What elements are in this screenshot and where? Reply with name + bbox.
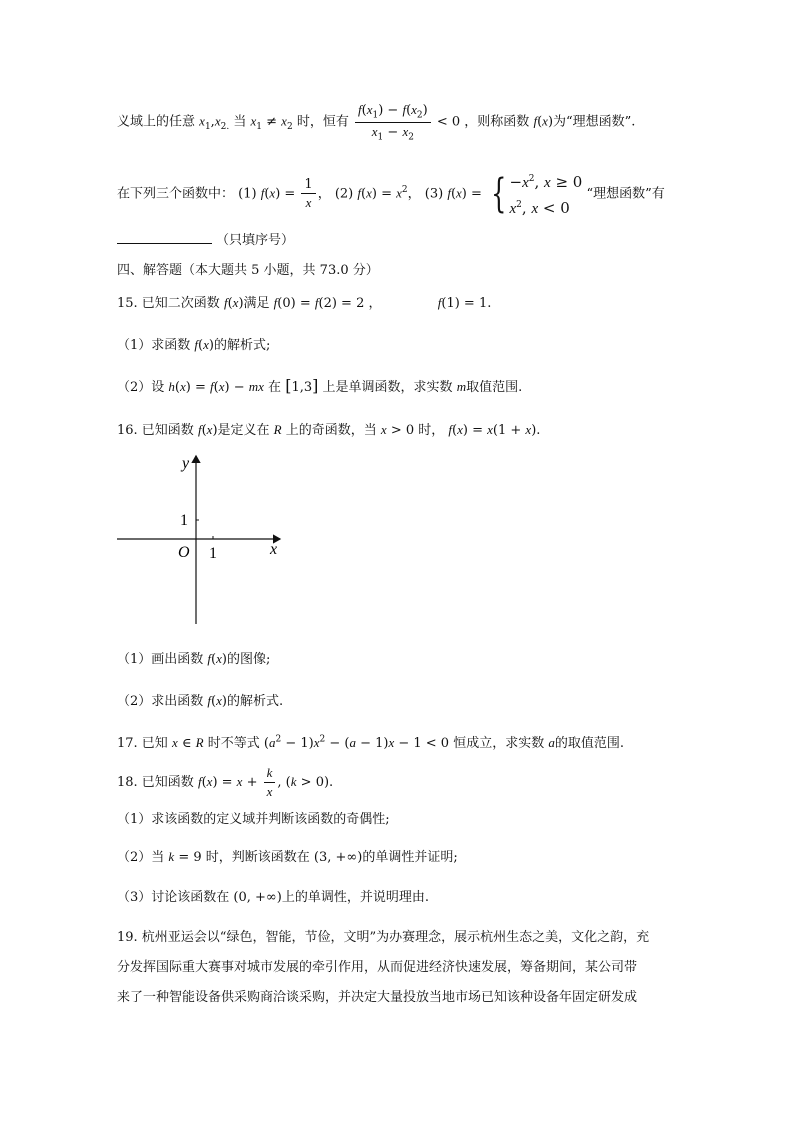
q16-part-2: （2）求出函数 f(x)的解析式. <box>117 693 284 709</box>
x-axis-label: x <box>270 541 278 558</box>
section-heading: 四、解答题（本大题共 5 小题，共 73.0 分） <box>117 263 379 278</box>
y-tick-label: 1 <box>180 512 188 529</box>
answer-blank[interactable] <box>117 243 212 244</box>
q19-line-2: 分发挥国际重大赛事对城市发展的牵引作用，从而促进经济快速发展，筹备期间，某公司带 <box>117 960 638 975</box>
q18-part-1: （1）求该函数的定义域并判断该函数的奇偶性; <box>117 812 390 827</box>
q14-answer-line: （只填序号） <box>117 229 294 248</box>
origin-label: O <box>178 544 190 561</box>
q18-part-3: （3）讨论该函数在 (0, +∞)上的单调性，并说明理由. <box>117 890 429 905</box>
q15-part-2: （2）设 h(x) = f(x) − mx 在 [1,3] 上是单调函数，求实数 m取值范围. <box>117 376 523 395</box>
q15-stem: 15. 已知二次函数 f(x)满足 f(0) = f(2) = 2 ， f(1) = 1. <box>117 295 492 311</box>
q19-line-1: 19. 杭州亚运会以“绿色，智能，节俭，文明”为办赛理念，展示杭州生态之美，文化之韵，充 <box>117 930 650 945</box>
difference-quotient-fraction: $\frac{f(x_1) - f(x_2)}{x_1 - x_2}$ <box>355 102 431 142</box>
q14-line-1: 义域上的任意 $x_1,x_{2.}$ 当 $x_1 \ne x_2$ 时，恒有 $\frac{f(x_1) - f(x_2)}{x_1 - x_2}$ < 0 ，则称函数 f(x)为“理想函数”. <box>117 102 636 143</box>
q19-line-3: 来了一种智能设备供采购商洽谈采购，并决定大量投放当地市场已知该种设备年固定研发成 <box>117 990 638 1005</box>
q18-part-2: （2）当 k = 9 时，判断该函数在 (3, +∞)的单调性并证明; <box>117 849 458 865</box>
q15-part-1: （1）求函数 f(x)的解析式; <box>117 337 271 353</box>
q14-line-2: 在下列三个函数中： (1) f(x) = $\frac{1}{x}$ ， (2) $f(x) = x^2$， (3) $f(x) = \{-x^2$, x ≥ 0 $x^2$, x < 0 “理想函数”有 <box>117 168 665 220</box>
q16-stem: 16. 已知函数 f(x)是定义在 R 上的奇函数，当 x > 0 时， f(x) = x(1 + x). <box>117 422 541 438</box>
q16-part-1: （1）画出函数 f(x)的图像; <box>117 651 271 667</box>
x-tick-label: 1 <box>209 545 217 562</box>
piecewise-cases: $-x^2$, x ≥ 0 $x^2$, x < 0 <box>509 173 583 217</box>
coordinate-axes-figure <box>110 450 300 630</box>
q17-stem: 17. 已知 x ∈ R 时不等式 $(a^2 - 1)x^2 - (a - 1)x - 1 < 0$ 恒成立，求实数 a的取值范围. <box>117 734 625 751</box>
q18-stem: 18. 已知函数 f(x) = x + $\frac{k}{x}$ , (k > 0). <box>117 765 334 799</box>
y-axis-label: y <box>182 455 190 472</box>
